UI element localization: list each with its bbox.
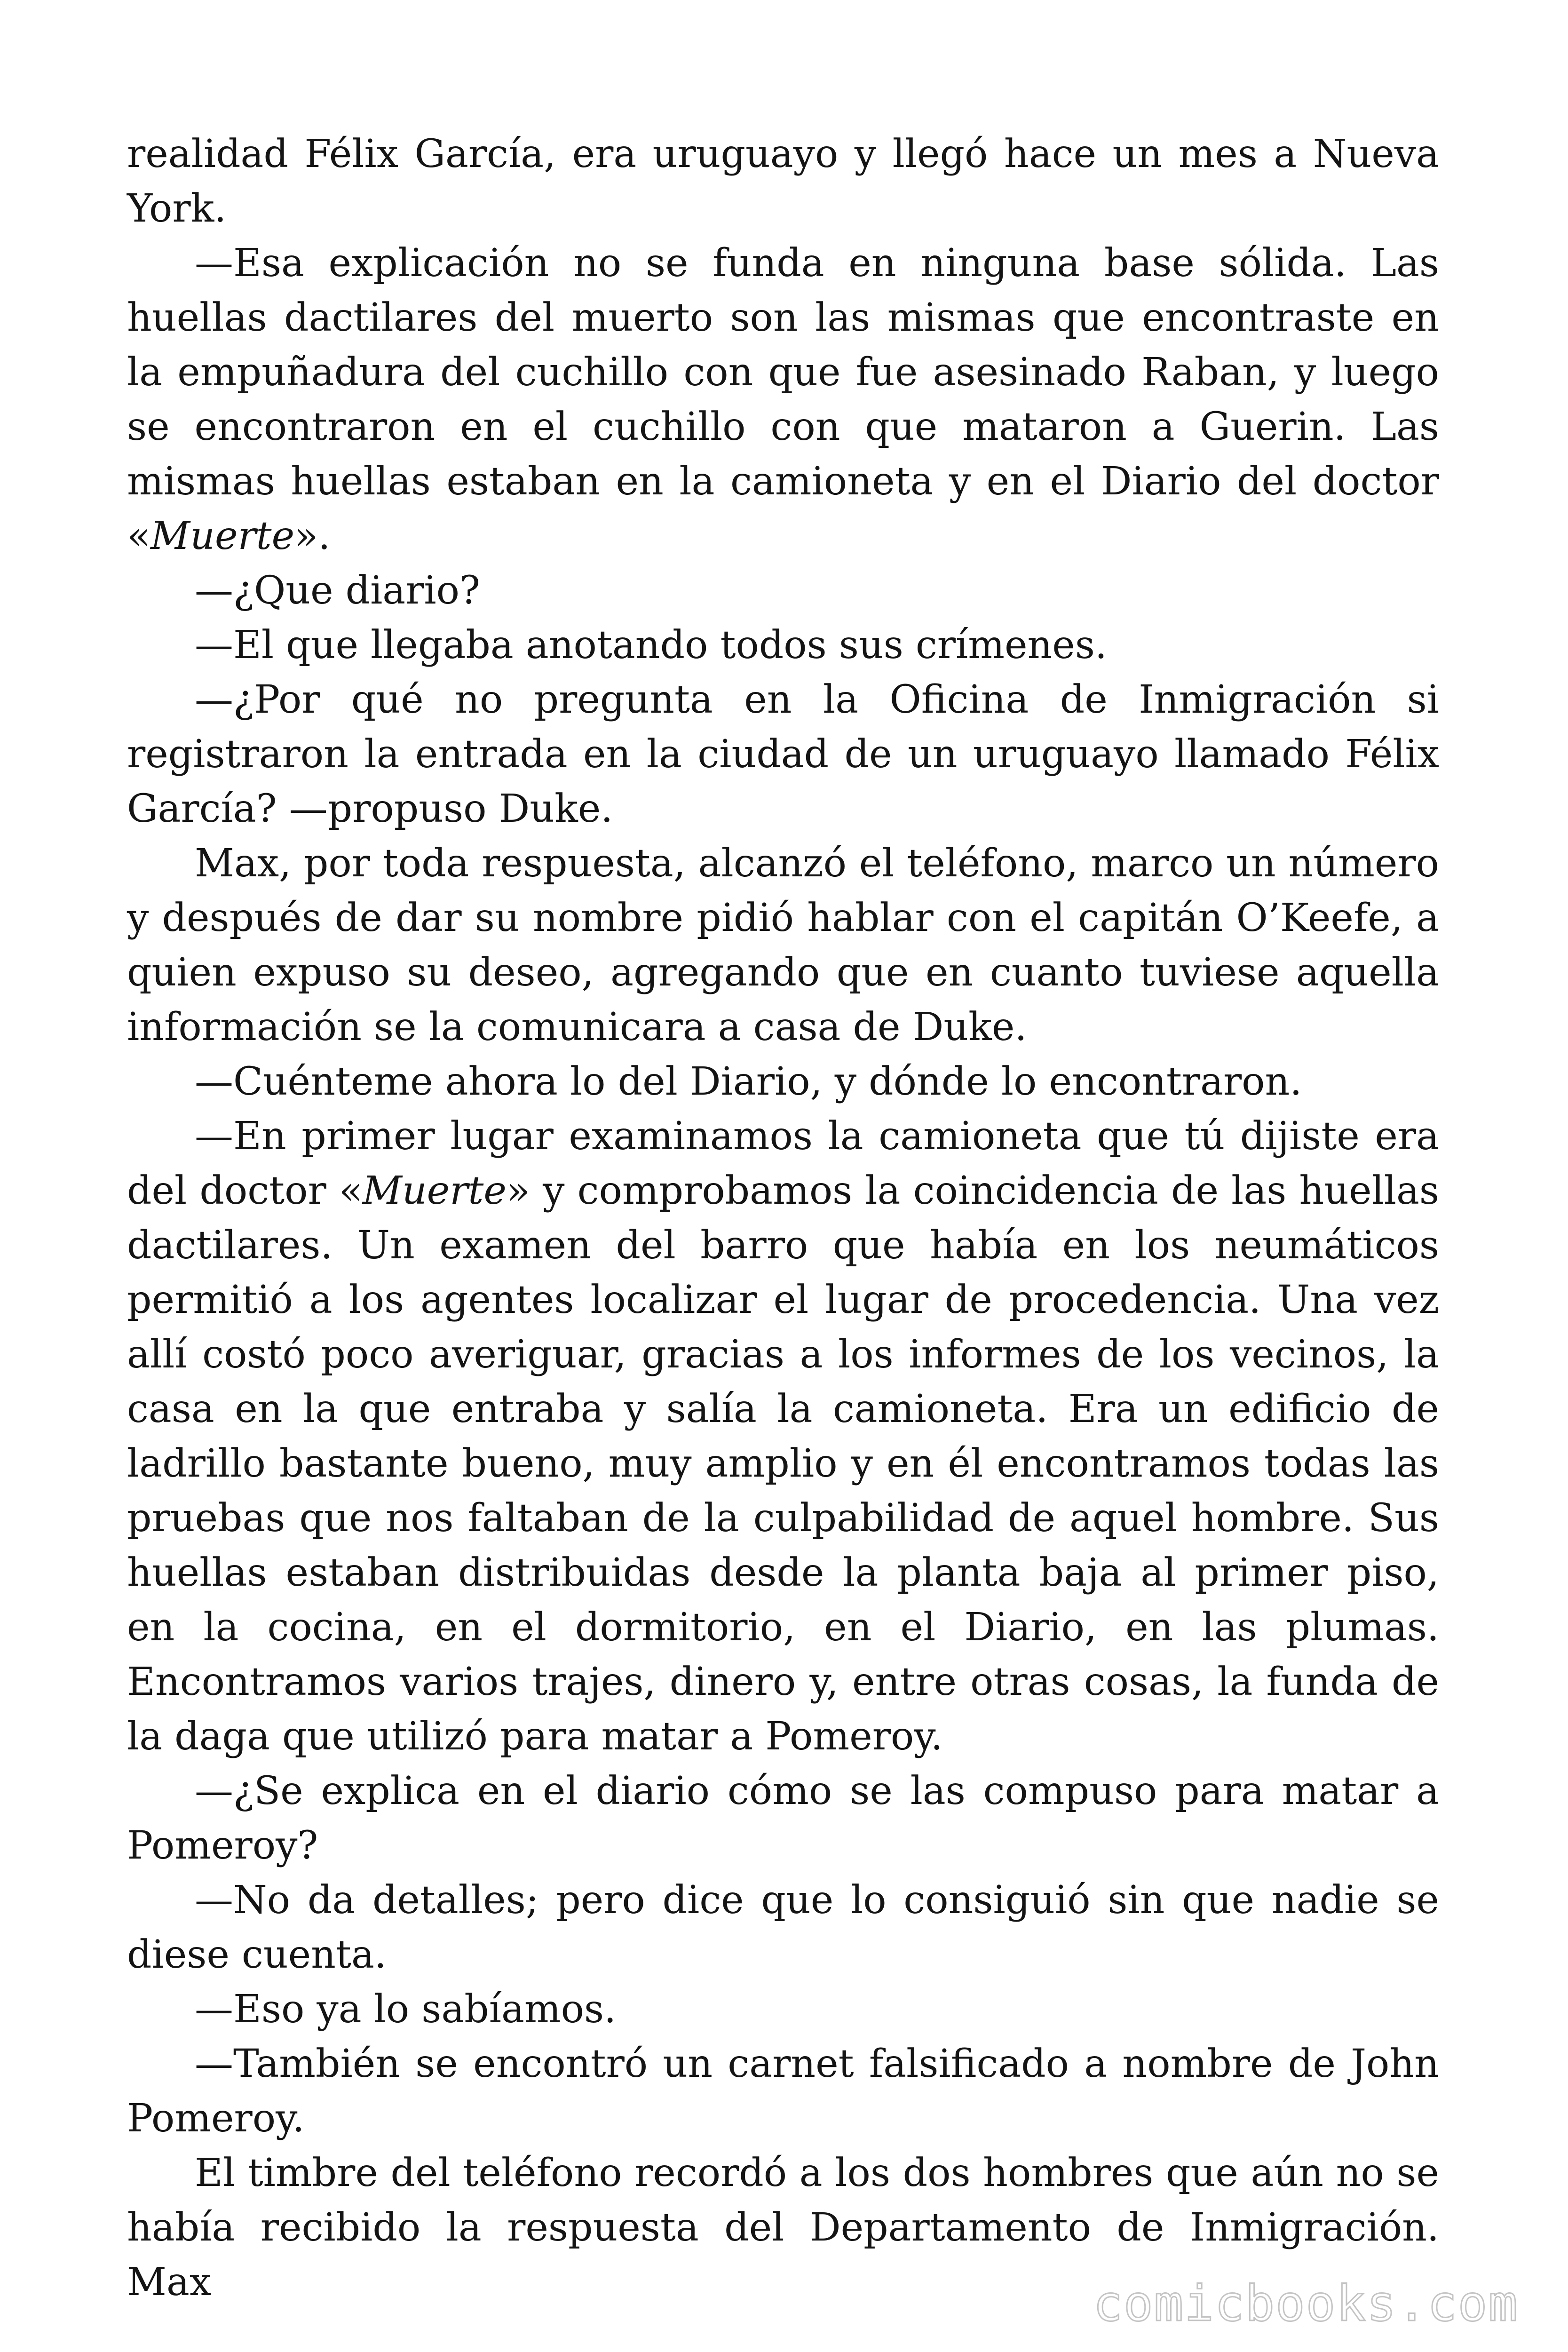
paragraph: —¿Se explica en el diario cómo se las compuso para matar a Pomeroy? xyxy=(127,1769,1439,1868)
paragraph: —Cuénteme ahora lo del Diario, y dónde lo encontraron. xyxy=(195,1059,1302,1104)
paragraph xyxy=(127,236,1439,564)
paragraph: Max, por toda respuesta, alcanzó el teléfono, marco un número y después de dar su nombre pidió hablar con el capitán O’Keefe, a quien expuso su deseo, agregando que en cuanto tuviese aquella información se la comunicara a casa de Duke. xyxy=(127,841,1439,1049)
paragraph-text-after: » y comprobamos la coincidencia de las huellas dactilares. Un examen del barro que había en los neumáticos permitió a los agentes localizar el lugar de procedencia. Una vez allí costó poco averiguar, gracias a los informes de los vecinos, la casa en la que entraba y salía la camioneta. Era un edificio de ladrillo bastante bueno, muy amplio y en él encontramos todas las pruebas que nos faltaban de la culpabilidad de aquel hombre. Sus huellas estaban distribuidas desde la planta baja al primer piso, en la cocina, en el dormitorio, en el Diario, en las plumas. Encontramos varios trajes, dinero y, entre otras cosas, la funda de la daga que utilizó para matar a Pomeroy. xyxy=(127,1168,1439,1759)
paragraph: —¿Por qué no pregunta en la Oficina de Inmigración si registraron la entrada en la ciudad de un uruguayo llamado Félix García? —propuso Duke. xyxy=(127,677,1439,831)
paragraph-text: —En primer lugar examinamos la camioneta que tú dijiste era del doctor « xyxy=(127,1114,1439,1213)
italic-title: Muerte xyxy=(150,514,295,558)
paragraph: —¿Que diario? xyxy=(195,568,480,613)
paragraph: El timbre del teléfono recordó a los dos hombres que aún no se había recibido la respuesta del Departamento de Inmigración. Max xyxy=(127,2151,1439,2304)
paragraph-text-after: ». xyxy=(294,514,331,558)
watermark: comicbooks.com xyxy=(1093,2275,1519,2332)
italic-title: Muerte xyxy=(362,1168,507,1213)
paragraph: —No da detalles; pero dice que lo consiguió sin que nadie se diese cuenta. xyxy=(127,1878,1439,1977)
book-page-text xyxy=(127,127,1439,2310)
paragraph: —El que llegaba anotando todos sus crímenes. xyxy=(195,623,1107,667)
paragraph-text: —Esa explicación no se funda en ninguna base sólida. Las huellas dactilares del muerto son las mismas que encontraste en la empuñadura del cuchillo con que fue asesinado Raban, y luego se encontraron en el cuchillo con que mataron a Guerin. Las mismas huellas estaban en la camioneta y en el Diario del doctor « xyxy=(127,241,1439,558)
paragraph xyxy=(127,1109,1439,1764)
paragraph: —Eso ya lo sabíamos. xyxy=(195,1987,617,2032)
paragraph: realidad Félix García, era uruguayo y llegó hace un mes a Nueva York. xyxy=(127,132,1439,231)
paragraph: —También se encontró un carnet falsificado a nombre de John Pomeroy. xyxy=(127,2042,1439,2141)
